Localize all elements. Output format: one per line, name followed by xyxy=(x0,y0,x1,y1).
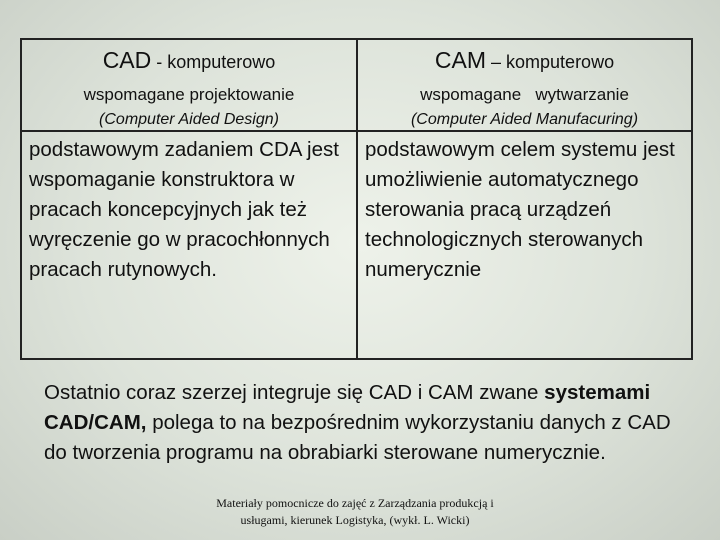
cad-english-name: (Computer Aided Design) xyxy=(99,111,279,128)
footer-note xyxy=(170,495,540,529)
cam-subtitle: wspomagane wytwarzanie xyxy=(420,85,629,104)
cam-body-cell xyxy=(358,132,691,358)
comparison-table xyxy=(20,38,693,360)
cad-header-cell xyxy=(22,40,358,132)
footer-line2: usługami, kierunek Logistyka, (wykł. L. Wicki) xyxy=(240,513,470,527)
cad-body-cell xyxy=(22,132,358,358)
cam-description: podstawowym celem systemu jest umożliwienie automatycznego sterowania pracą urządzeń technologicznych sterowanych numerycznie xyxy=(365,138,675,281)
cam-english-name: (Computer Aided Manufacuring) xyxy=(410,111,639,128)
cad-subtitle: wspomagane projektowanie xyxy=(83,85,295,104)
summary-bold: systemami CAD/CAM, xyxy=(44,381,651,434)
cad-title xyxy=(22,47,356,75)
cam-title xyxy=(358,47,691,75)
cad-acronym: CAD xyxy=(102,47,152,73)
cam-acronym: CAM xyxy=(434,47,487,73)
footer-line1: Materiały pomocnicze do zajęć z Zarządzania produkcją i xyxy=(216,496,494,510)
summary-paragraph xyxy=(44,378,694,468)
summary-part1: Ostatnio coraz szerzej integruje się CAD i CAM zwane xyxy=(44,381,545,404)
cam-title-suffix: – komputerowo xyxy=(486,52,615,72)
cad-title-suffix: - komputerowo xyxy=(151,52,276,72)
cad-description: podstawowym zadaniem CDA jest wspomaganie konstruktora w pracach koncepcyjnych jak też wyręczenie go w pracochłonnych pracach rutynowych. xyxy=(29,138,339,281)
summary-part2: polega to na bezpośrednim wykorzystaniu danych z CAD do tworzenia programu na obrabiarki sterowane numerycznie. xyxy=(44,411,671,464)
cam-header-cell xyxy=(358,40,691,132)
